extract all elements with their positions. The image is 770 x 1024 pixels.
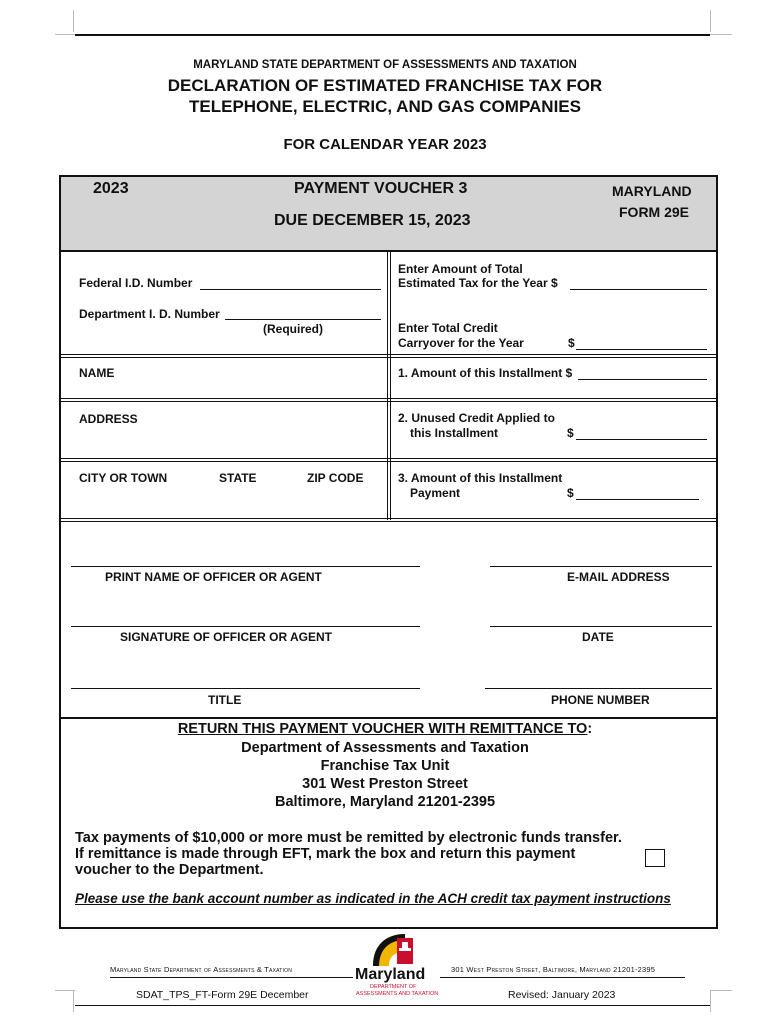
unused-credit-field[interactable] xyxy=(576,439,707,440)
form-number: FORM 29E xyxy=(619,204,690,220)
title-field[interactable] xyxy=(71,688,420,689)
logo-sub-2: ASSESSMENTS AND TAXATION xyxy=(356,991,439,997)
eft-checkbox[interactable] xyxy=(645,849,665,867)
return-heading xyxy=(0,721,770,737)
credit-carryover-field[interactable] xyxy=(576,349,707,350)
logo-sub-1: DEPARTMENT OF xyxy=(370,984,417,990)
dollar-sign: $ xyxy=(567,426,574,440)
dollar-sign: $ xyxy=(568,336,575,350)
state-field-label: STATE xyxy=(219,471,257,485)
email-label: E-MAIL ADDRESS xyxy=(567,570,670,584)
form-title-line1: DECLARATION OF ESTIMATED FRANCHISE TAX FOR xyxy=(167,76,603,95)
top-rule xyxy=(75,34,710,36)
email-field[interactable] xyxy=(490,566,712,567)
print-name-field[interactable] xyxy=(71,566,420,567)
due-date: DUE DECEMBER 15, 2023 xyxy=(274,212,471,229)
unused-credit-label-1: 2. Unused Credit Applied to xyxy=(398,411,555,425)
form-title-line2: TELEPHONE, ELECTRIC, AND GAS COMPANIES xyxy=(189,97,581,116)
name-label: NAME xyxy=(79,366,115,380)
installment-amount-label: 1. Amount of this Installment $ xyxy=(398,366,573,380)
footer-agency: Maryland State Department of Assessments & Taxation xyxy=(110,965,293,974)
crop-mark xyxy=(710,990,711,1012)
signature-label: SIGNATURE OF OFFICER OR AGENT xyxy=(120,630,332,644)
federal-id-field[interactable] xyxy=(200,289,381,290)
voucher-year: 2023 xyxy=(93,180,129,197)
signature-field[interactable] xyxy=(71,626,420,627)
date-label: DATE xyxy=(582,630,614,644)
return-heading-colon: : xyxy=(587,721,593,737)
required-note: (Required) xyxy=(263,322,323,336)
payment-field[interactable] xyxy=(576,499,699,500)
logo-wordmark: Maryland xyxy=(355,966,426,983)
estimated-tax-field[interactable] xyxy=(570,289,707,290)
crop-mark xyxy=(55,990,75,991)
city-label: CITY OR TOWN xyxy=(79,471,168,485)
phone-field[interactable] xyxy=(485,688,712,689)
crop-mark xyxy=(710,10,711,32)
return-unit: Franchise Tax Unit xyxy=(320,758,450,774)
name-field[interactable] xyxy=(64,382,384,397)
revised-date: Revised: January 2023 xyxy=(508,989,616,1001)
agency-name: MARYLAND STATE DEPARTMENT OF ASSESSMENTS AND TAXATION xyxy=(193,59,577,71)
maryland-flag-icon xyxy=(367,930,417,968)
return-dept: Department of Assessments and Taxation xyxy=(241,740,529,756)
form-id: SDAT_TPS_FT-Form 29E December xyxy=(136,989,309,1001)
dept-id-field[interactable] xyxy=(225,319,381,320)
sdat-logo xyxy=(367,930,417,968)
address-label: ADDRESS xyxy=(79,412,138,426)
dept-id-label: Department I. D. Number xyxy=(79,307,220,321)
payment-label-1: 3. Amount of this Installment xyxy=(398,471,563,485)
footer-address: 301 West Preston Street, Baltimore, Maryland 21201-2395 xyxy=(451,965,656,974)
estimated-tax-label-2: Estimated Tax for the Year $ xyxy=(398,276,558,290)
ach-note: Please use the bank account number as indicated in the ACH credit tax payment instructions xyxy=(75,891,671,906)
payment-label-2: Payment xyxy=(410,486,461,500)
bottom-rule xyxy=(75,1005,710,1006)
credit-carryover-label-2: Carryover for the Year xyxy=(398,336,524,350)
calendar-year: FOR CALENDAR YEAR 2023 xyxy=(283,136,487,153)
print-name-label: PRINT NAME OF OFFICER OR AGENT xyxy=(105,570,322,584)
zip-label: ZIP CODE xyxy=(307,471,364,485)
crop-mark xyxy=(73,10,74,32)
credit-carryover-label-1: Enter Total Credit xyxy=(398,321,498,335)
eft-notice-2: If remittance is made through EFT, mark the box and return this payment xyxy=(75,846,576,862)
phone-label: PHONE NUMBER xyxy=(551,693,650,707)
date-field[interactable] xyxy=(490,626,712,627)
dollar-sign: $ xyxy=(567,486,574,500)
return-heading-text: RETURN THIS PAYMENT VOUCHER WITH REMITTANCE TO xyxy=(177,721,588,737)
return-city: Baltimore, Maryland 21201-2395 xyxy=(274,794,496,810)
crop-mark xyxy=(710,990,732,991)
crop-mark xyxy=(73,990,74,1012)
eft-notice-1: Tax payments of $10,000 or more must be remitted by electronic funds transfer. xyxy=(75,830,622,846)
installment-amount-field[interactable] xyxy=(578,379,707,380)
return-street: 301 West Preston Street xyxy=(302,776,468,792)
crop-mark xyxy=(55,34,75,35)
crop-mark xyxy=(710,34,732,35)
federal-id-label: Federal I.D. Number xyxy=(79,276,193,290)
eft-notice-3: voucher to the Department. xyxy=(75,862,264,878)
voucher-title: PAYMENT VOUCHER 3 xyxy=(294,180,468,197)
state-label: MARYLAND xyxy=(612,183,692,199)
unused-credit-label-2: this Installment xyxy=(410,426,499,440)
title-label: TITLE xyxy=(208,693,242,707)
address-field[interactable] xyxy=(64,430,384,456)
estimated-tax-label-1: Enter Amount of Total xyxy=(398,262,523,276)
